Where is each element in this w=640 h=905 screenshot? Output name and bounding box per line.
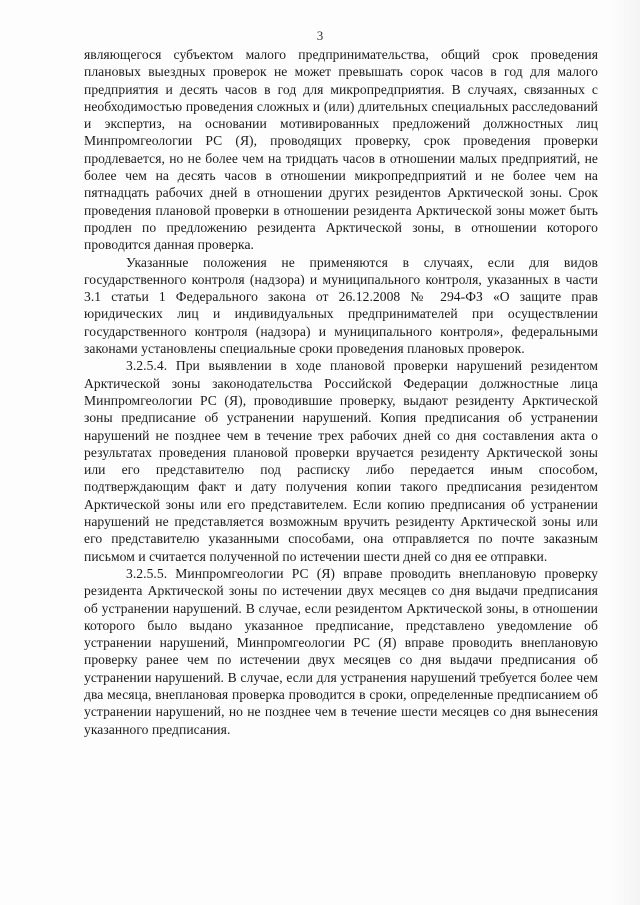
paragraph-exceptions: Указанные положения не применяются в случаях, если для видов государственного контроля (надзора) и муниципального контроля, указанных в части 3.1 статьи 1 Федерального закона от 26.12.2008 № 294-ФЗ «О защите прав юридических лиц и индивидуальных предпринимателей при осуществлении государственного контроля (надзора) и муниципального контроля», федеральными законами установлены специальные сроки проведения плановых проверок. <box>84 254 598 357</box>
page-number: 3 <box>316 28 324 43</box>
paragraph-continuation: являющегося субъектом малого предпринимательства, общий срок проведения плановых выездных проверок не может превышать сорок часов в год для малого предприятия и десять часов в год для микропредприятия. В случаях, связанных с необходимостью проведения сложных и (или) длительных специальных расследований и экспертиз, на основании мотивированных предложений должностных лиц Минпромгеологии РС (Я), проводящих проверку, срок проведения проверки продлевается, но не более чем на тридцать часов в отношении малых предприятий, не более чем на десять часов в отношении микропредприятий и не более чем на пятнадцать рабочих дней в отношении других резидентов Арктической зоны. Срок проведения плановой проверки в отношении резидента Арктической зоны может быть продлен по предложению резидента Арктической зоны, в отношении которого проводится данная проверка. <box>84 47 598 253</box>
paragraph-3-2-5-5: 3.2.5.5. Минпромгеологии РС (Я) вправе проводить внеплановую проверку резидента Арктической зоны по истечении двух месяцев со дня выдачи предписания об устранении нарушений. В случае, если резидентом Арктической зоны, в отношении которого было выдано указанное предписание, представлено уведомление об устранении нарушений, Минпромгеологии РС (Я) вправе проводить внеплановую проверку ранее чем по истечении двух месяцев со дня выдачи предписания об устранении нарушений. В случае, если для устранения нарушений требуется более чем два месяца, внеплановая проверка проводится в сроки, определенные предписанием об устранении нарушений, но не позднее чем в течение шести месяцев со дня вынесения указанного предписания. <box>84 565 598 737</box>
paragraph-3-2-5-4: 3.2.5.4. При выявлении в ходе плановой проверки нарушений резидентом Арктической зоны законодательства Российской Федерации должностные лица Минпромгеологии РС (Я), проводившие проверку, выдают резиденту Арктической зоны предписание об устранении нарушений. Копия предписания об устранении нарушений не позднее чем в течение трех рабочих дней со дня составления акта о результатах проведения плановой проверки вручается резиденту Арктической зоны или его представителю под расписку либо передается иным способом, подтверждающим факт и дату получения копии такого предписания резидентом Арктической зоны или его представителем. Если копию предписания об устранении нарушений не представляется возможным вручить резиденту Арктической зоны или его представителю указанными способами, она отправляется по почте заказным письмом и считается полученной по истечении шести дней со дня ее отправки. <box>84 358 598 564</box>
document-body <box>84 46 598 738</box>
scan-edge-shading <box>610 0 640 905</box>
